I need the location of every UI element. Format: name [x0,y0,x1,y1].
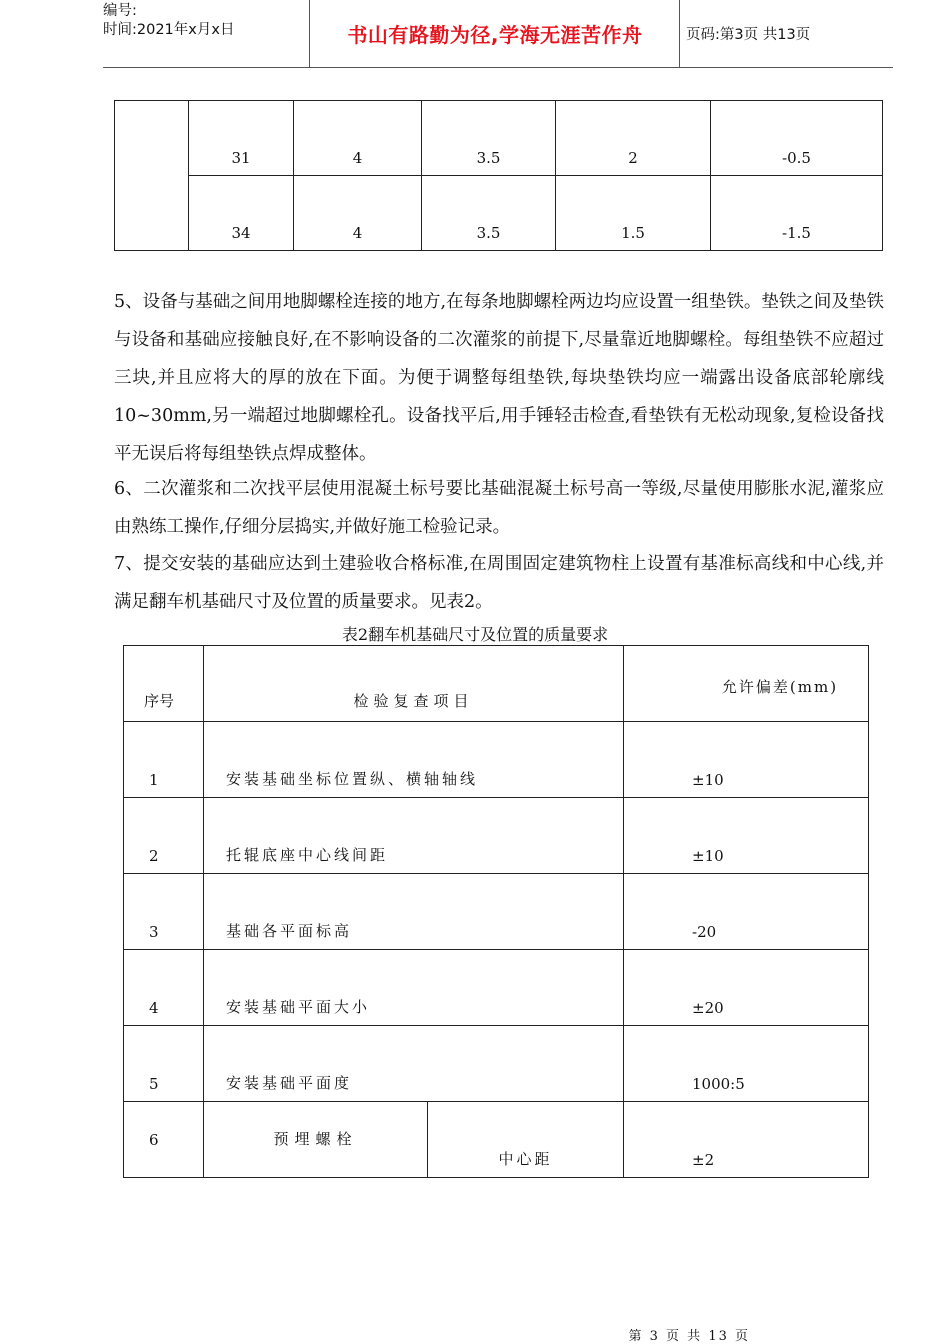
table-row [124,1102,869,1178]
header-meta [103,0,310,67]
row-no: 1 [124,722,204,798]
table-cell-blank [115,101,189,251]
table-cell: 3.5 [422,176,556,251]
paragraph-5: 5、设备与基础之间用地脚螺栓连接的地方,在每条地脚螺栓两边均应设置一组垫铁。垫铁之间及垫铁与设备和基础应接触良好,在不影响设备的二次灌浆的前提下,尽量靠近地脚螺栓。每组垫铁不应超过三块,并且应将大的厚的放在下面。为便于调整每组垫铁,每块垫铁均应一端露出设备底部轮廓线10~30mm,另一端超过地脚螺栓孔。设备找平后,用手锤轻击检查,看垫铁有无松动现象,复检设备找平无误后将每组垫铁点焊成整体。 [114,292,884,464]
document-number-label: 编号: [103,3,137,19]
table-cell: 31 [189,101,294,176]
table-cell: 1.5 [556,176,711,251]
table-row [124,798,869,874]
header-page-info: 页码:第3页 共13页 [686,27,811,43]
row-deviation: ±10 [624,798,869,874]
document-time-label: 时间:2021年x月x日 [103,22,235,38]
row-item: 托辊底座中心线间距 [204,798,624,874]
table-row [124,950,869,1026]
table-row [115,101,883,176]
table-cell: 4 [294,101,422,176]
header-item: 检验复查项目 [204,646,624,722]
table-cell: -1.5 [711,176,883,251]
table-row [124,722,869,798]
row-no: 6 [124,1102,204,1178]
page-footer: 第 3 页 共 13 页 [628,1329,750,1344]
table-cell: 4 [294,176,422,251]
header-motto: 书山有路勤为径,学海无涯苦作舟 [311,0,680,67]
table-header-row [124,646,869,722]
table-caption: 表2翻车机基础尺寸及位置的质量要求 [341,625,609,644]
row-no: 4 [124,950,204,1026]
table-row [124,874,869,950]
row-item: 安装基础平面大小 [204,950,624,1026]
row-item: 安装基础坐标位置纵、横轴轴线 [204,722,624,798]
page-header [103,0,893,68]
row-deviation: -20 [624,874,869,950]
table-cell: -0.5 [711,101,883,176]
row-deviation: ±2 [624,1102,869,1178]
header-deviation: 允许偏差(mm) [624,646,869,722]
row-deviation: ±20 [624,950,869,1026]
row-item: 预埋螺栓 [204,1102,428,1178]
row-item: 基础各平面标高 [204,874,624,950]
header-no: 序号 [124,646,204,722]
row-deviation: ±10 [624,722,869,798]
table-cell: 3.5 [422,101,556,176]
table-cell: 2 [556,101,711,176]
continued-table [114,100,883,251]
quality-requirements-table [123,645,869,1178]
table-row [124,1026,869,1102]
table-row [115,176,883,251]
paragraph-7: 7、提交安装的基础应达到土建验收合格标准,在周围固定建筑物柱上设置有基准标高线和中心线,并满足翻车机基础尺寸及位置的质量要求。见表2。 [114,554,884,612]
row-no: 3 [124,874,204,950]
row-deviation: 1000:5 [624,1026,869,1102]
row-no: 2 [124,798,204,874]
table-cell: 34 [189,176,294,251]
paragraph-6: 6、二次灌浆和二次找平层使用混凝土标号要比基础混凝土标号高一等级,尽量使用膨胀水泥,灌浆应由熟练工操作,仔细分层捣实,并做好施工检验记录。 [114,479,884,537]
row-item: 安装基础平面度 [204,1026,624,1102]
row-sub-item: 中心距 [428,1102,624,1178]
row-no: 5 [124,1026,204,1102]
